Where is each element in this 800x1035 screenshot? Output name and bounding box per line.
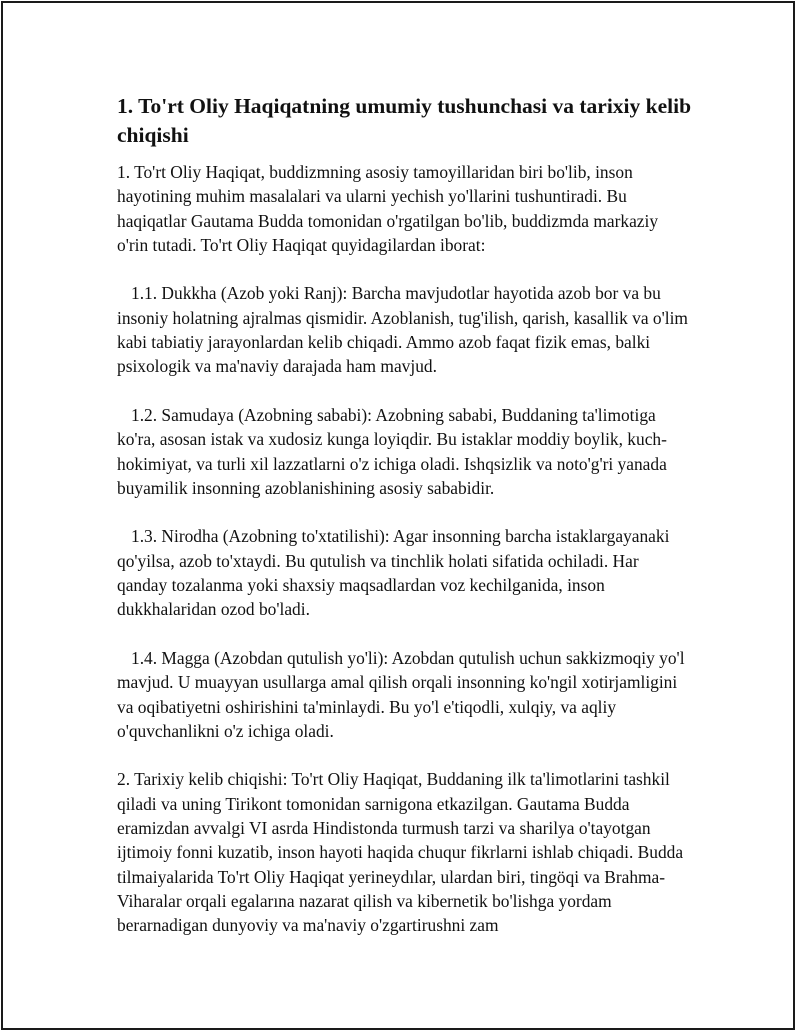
document-body — [117, 92, 693, 938]
intro-paragraph: 1. To'rt Oliy Haqiqat, buddizmning asosiy tamoyillaridan biri bo'lib, inson hayotining muhim masalalari va ularni yechish yo'llarini tushuntiradi. Bu haqiqatlar Gautama Budda tomonidan o'rgatilgan bo'lib, buddizmda markaziy o'rin tutadi. To'rt Oliy Haqiqat quyidagilardan iborat: — [117, 162, 663, 255]
samudaya-paragraph: 1.2. Samudaya (Azobning sababi): Azobning sababi, Buddaning ta'limotiga ko'ra, asosan istak va xudosiz kunga loyiqdir. Bu istaklar moddiy boylik, kuch-hokimiyat, va turli xil lazzatlarni o'z ichiga oladi. Ishqsizlik va noto'g'ri yanada buyamilik insonning azoblanishining asosiy sababidir. — [117, 404, 672, 498]
history-paragraph: 2. Tarixiy kelib chiqishi: To'rt Oliy Haqiqat, Buddaning ilk ta'limotlarini tashkil qiladi va uning Tirikont tomonidan sarnigona etkazilgan. Gautama Budda eramizdan avvalgi VI asrda Hindistonda turmush tarzi va sharilya o'tayotgan ijtimoiy fonni kuzatib, inson hayoti haqida chuqur fikrlarni ishlab chiqadi. Budda tilmaiyalarida To'rt Oliy Haqiqat yerineydılar, ulardan biri, tingöqi va Brahma-Viharalar orqali egalarına nazarat qilish va kibernetik bo'lishga yordam berarnadigan dunyoviy va ma'naviy o'zgartirushni zam — [117, 769, 688, 936]
document-title: 1. To'rt Oliy Haqiqatning umumiy tushunchasi va tarixiy kelib chiqishi — [117, 94, 692, 147]
nirodha-paragraph: 1.3. Nirodha (Azobning to'xtatilishi): Agar insonning barcha istaklargayanaki qo'yilsa, azob to'xtaydi. Bu qutulish va tinchlik holati sifatida ochiladi. Har qanday tozalanma yoki shaxsiy maqsadlardan voz kechilganida, inson dukkhalaridan ozod bo'ladi. — [117, 526, 674, 620]
magga-paragraph: 1.4. Magga (Azobdan qutulish yo'li): Azobdan qutulish uchun sakkizmoqiy yo'l mavjud. U muayyan usullarga amal qilish orqali insonning ko'ngil xotirjamligini va oqibatiyetni oshirishini ta'minlaydi. Bu yo'l e'tiqodli, xulqiy, va aqliy o'quvchanlikni o'z ichiga oladi. — [117, 647, 689, 741]
dukkha-paragraph: 1.1. Dukkha (Azob yoki Ranj): Barcha mavjudotlar hayotida azob bor va bu insoniy holatning ajralmas qismidir. Azoblanish, tug'ilish, qarish, kasallik va o'lim kabi tabiatiy jarayonlardan kelib chiqadi. Ammo azob faqat fizik emas, balki psixologik va ma'naviy darajada ham mavjud. — [117, 283, 693, 377]
